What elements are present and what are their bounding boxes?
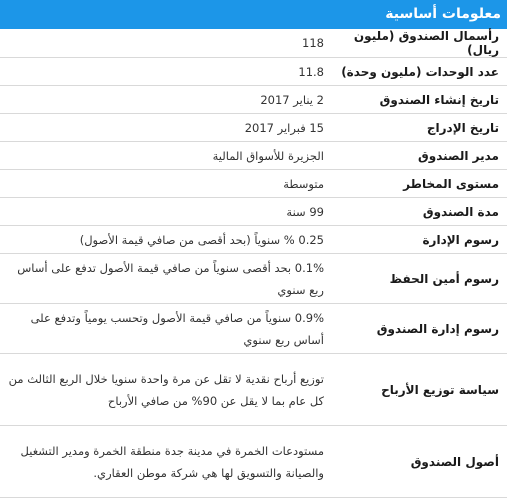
row-value-listing-date: 15 فبراير 2017 <box>0 114 332 142</box>
table-row <box>0 304 507 354</box>
table-row <box>0 226 507 254</box>
row-value-fund-admin-fee: 0.9% سنوياً من صافي قيمة الأصول وتحسب يومياً وتدفع على أساس ربع سنوي <box>0 304 332 354</box>
panel-title: معلومات أساسية <box>0 0 507 29</box>
row-label-custodian-fee: رسوم أمين الحفظ <box>332 254 507 304</box>
table-row <box>0 142 507 170</box>
row-label-fund-term: مدة الصندوق <box>332 198 507 226</box>
table-row <box>0 114 507 142</box>
row-value-fund-manager: الجزيرة للأسواق المالية <box>0 142 332 170</box>
row-label-fund-manager: مدير الصندوق <box>332 142 507 170</box>
row-value-management-fee: 0.25 % سنوياً (بحد أقصى من صافي قيمة الأصول) <box>0 226 332 254</box>
table-row <box>0 170 507 198</box>
row-label-management-fee: رسوم الإدارة <box>332 226 507 254</box>
row-label-units: عدد الوحدات (مليون وحدة) <box>332 58 507 86</box>
row-value-dividend-policy: توزيع أرباح نقدية لا تقل عن مرة واحدة سنويا خلال الربع الثالث من كل عام بما لا يقل عن 90% من صافي الأرباح <box>0 354 332 426</box>
table-row <box>0 86 507 114</box>
row-label-inception-date: تاريخ إنشاء الصندوق <box>332 86 507 114</box>
row-label-risk-level: مستوى المخاطر <box>332 170 507 198</box>
row-value-fund-assets: مستودعات الخمرة في مدينة جدة منطقة الخمرة ومدير التشغيل والصيانة والتسويق لها هي شركة موطن العقاري. <box>0 426 332 498</box>
table-row <box>0 198 507 226</box>
row-value-fund-term: 99 سنة <box>0 198 332 226</box>
row-label-fund-assets: أصول الصندوق <box>332 426 507 498</box>
row-label-capital: رأسمال الصندوق (مليون ريال) <box>332 29 507 58</box>
row-label-dividend-policy: سياسة توزيع الأرباح <box>332 354 507 426</box>
table-row <box>0 254 507 304</box>
row-value-capital: 118 <box>0 29 332 58</box>
info-table <box>0 29 507 498</box>
table-row <box>0 29 507 58</box>
row-value-units: 11.8 <box>0 58 332 86</box>
row-label-fund-admin-fee: رسوم إدارة الصندوق <box>332 304 507 354</box>
table-row <box>0 58 507 86</box>
table-row <box>0 354 507 426</box>
table-row <box>0 426 507 498</box>
row-value-risk-level: متوسطة <box>0 170 332 198</box>
row-value-custodian-fee: 0.1% بحد أقصى سنوياً من صافي قيمة الأصول تدفع على أساس ربع سنوي <box>0 254 332 304</box>
row-label-listing-date: تاريخ الإدراج <box>332 114 507 142</box>
row-value-inception-date: 2 يناير 2017 <box>0 86 332 114</box>
